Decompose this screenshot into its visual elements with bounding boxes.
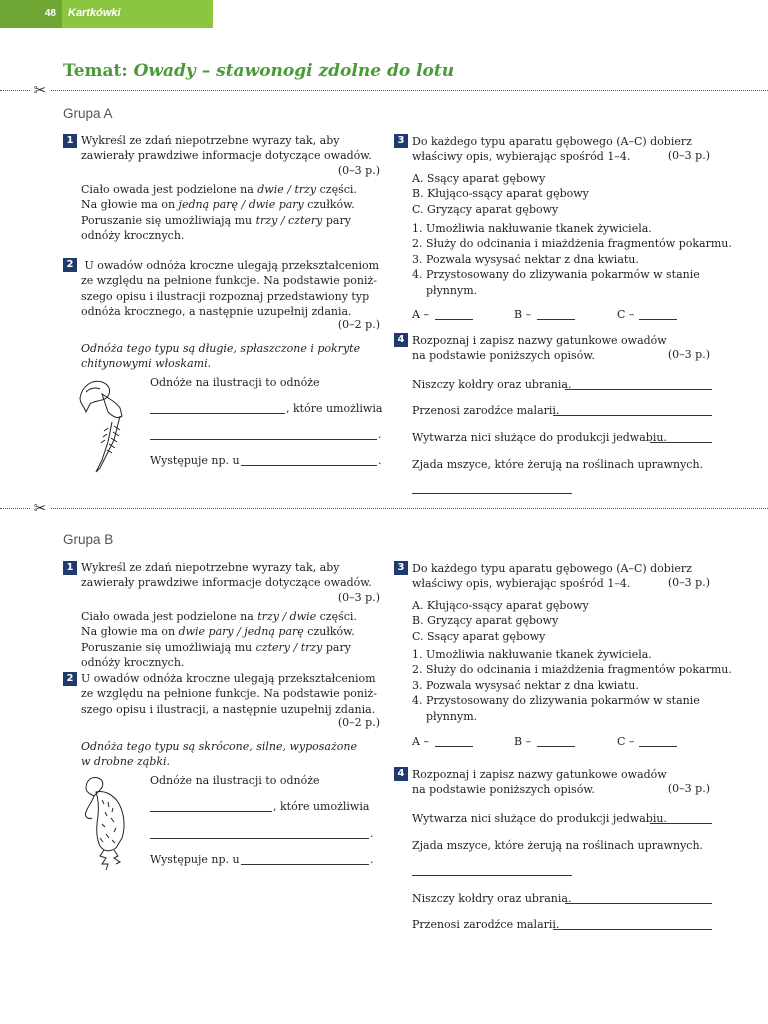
choice-phrase[interactable]: cztery / trzy bbox=[255, 640, 323, 654]
answer-line[interactable] bbox=[150, 838, 369, 839]
question-prompt: Wykreśl ze zdań niepotrzebne wyrazy tak, aby zawierały prawdziwe informacje dotyczące owadów. bbox=[81, 561, 372, 590]
points: (0–3 p.) bbox=[667, 149, 710, 162]
mouthpart-types: A. Ssący aparat gębowy B. Kłująco-ssący aparat gębowy C. Gryzący aparat gębowy bbox=[412, 172, 589, 216]
answer-line[interactable] bbox=[435, 319, 473, 320]
leg-illustration bbox=[78, 772, 138, 872]
answer-line[interactable] bbox=[241, 465, 377, 466]
answer-line[interactable] bbox=[639, 746, 677, 747]
leg-description: Odnóża tego typu są skrócone, silne, wyposażone w drobne ząbki. bbox=[81, 740, 358, 769]
question-number: 1 bbox=[63, 561, 77, 575]
question-number: 3 bbox=[394, 561, 408, 575]
answer-label-c: C – bbox=[617, 735, 635, 748]
question-prompt: Rozpoznaj i zapisz nazwy gatunkowe owadów na podstawie poniższych opisów. bbox=[412, 768, 667, 797]
question-prompt: Do każdego typu aparatu gębowego (A–C) dobierz właściwy opis, wybierając spośród 1–4. bbox=[412, 135, 692, 164]
answer-line[interactable] bbox=[412, 875, 572, 876]
fill-sentence: Odnóże na ilustracji to odnóże bbox=[150, 774, 320, 787]
topic-text: Owady – stawonogi zdolne do lotu bbox=[133, 61, 455, 81]
points: (0–3 p.) bbox=[667, 348, 710, 361]
fill-sentence: , które umożliwia bbox=[273, 800, 370, 813]
leg-description: Odnóża tego typu są długie, spłaszczone i pokryte chitynowymi włoskami. bbox=[81, 342, 361, 371]
choice-phrase[interactable]: dwie pary / jedną parę bbox=[178, 625, 304, 639]
question-sentences: Ciało owada jest podzielone na trzy / dwie części. Na głowie ma on dwie pary / jedną parę czułków. Poruszanie się umożliwiają mu cztery / trzy pary odnóży krocznych. bbox=[81, 610, 357, 670]
species-description: Zjada mszyce, które żerują na roślinach uprawnych. bbox=[412, 839, 704, 852]
species-description: Niszczy kołdry oraz ubrania. bbox=[412, 892, 572, 905]
question-prompt: Rozpoznaj i zapisz nazwy gatunkowe owadów na podstawie poniższych opisów. bbox=[412, 334, 667, 363]
answer-label-a: A – bbox=[412, 735, 429, 748]
topic-title bbox=[63, 61, 454, 81]
leg-illustration bbox=[78, 376, 133, 476]
question-prompt: Do każdego typu aparatu gębowego (A–C) dobierz właściwy opis, wybierając spośród 1–4. bbox=[412, 562, 692, 591]
fill-sentence-end: . bbox=[378, 454, 382, 467]
answer-line[interactable] bbox=[412, 493, 572, 494]
mouthpart-descriptions: 1. Umożliwia nakłuwanie tkanek żywiciela. 2. Służy do odcinania i miażdżenia fragmentów pokarmu. 3. Pozwala wysysać nektar z dna kwiatu. 4. Przystosowany do zlizywania pokarmów w stanie płynnym. bbox=[412, 222, 732, 297]
fill-sentence: Występuje np. u bbox=[150, 454, 240, 467]
answer-label-a: A – bbox=[412, 308, 429, 321]
question-number: 3 bbox=[394, 134, 408, 148]
question-prompt: U owadów odnóża kroczne ulegają przekształceniom ze względu na pełnione funkcje. Na podstawie poniż- szego opisu i ilustracji, a następnie uzupełnij zdania. bbox=[81, 672, 377, 716]
points: (0–3 p.) bbox=[667, 782, 710, 795]
fill-sentence: , które umożliwia bbox=[286, 402, 383, 415]
fill-sentence: Odnóże na ilustracji to odnóże bbox=[150, 376, 320, 389]
species-description: Niszczy kołdry oraz ubrania. bbox=[412, 378, 572, 391]
page-number: 48 bbox=[0, 0, 62, 28]
choice-phrase[interactable]: trzy / dwie bbox=[257, 610, 317, 623]
answer-label-b: B – bbox=[514, 308, 532, 321]
answer-line[interactable] bbox=[537, 746, 575, 747]
points: (0–2 p.) bbox=[337, 716, 380, 729]
question-number: 2 bbox=[63, 258, 77, 272]
question-sentences: Ciało owada jest podzielone na dwie / trzy części. Na głowie ma on jedną parę / dwie pary czułków. Poruszanie się umożliwiają mu trzy / cztery pary odnóży krocznych. bbox=[81, 183, 357, 243]
species-description: Przenosi zarodźce malarii. bbox=[412, 918, 560, 931]
group-a-label: Grupa A bbox=[63, 106, 113, 121]
species-description: Wytwarza nici służące do produkcji jedwabiu. bbox=[412, 812, 667, 825]
answer-line[interactable] bbox=[241, 864, 369, 865]
answer-line[interactable] bbox=[150, 439, 377, 440]
topic-prefix: Temat: bbox=[63, 61, 128, 81]
fill-sentence: Występuje np. u bbox=[150, 853, 240, 866]
species-description: Przenosi zarodźce malarii. bbox=[412, 404, 560, 417]
cut-line-middle bbox=[0, 508, 768, 509]
answer-line[interactable] bbox=[639, 319, 677, 320]
points: (0–3 p.) bbox=[337, 164, 380, 177]
choice-phrase[interactable]: dwie / trzy bbox=[257, 183, 317, 196]
section-title: Kartkówki bbox=[68, 7, 121, 19]
fill-sentence-end: . bbox=[370, 853, 374, 866]
answer-line[interactable] bbox=[565, 389, 712, 390]
page-header bbox=[0, 0, 213, 28]
answer-label-b: B – bbox=[514, 735, 532, 748]
species-description: Wytwarza nici służące do produkcji jedwabiu. bbox=[412, 431, 667, 444]
points: (0–3 p.) bbox=[337, 591, 380, 604]
points: (0–3 p.) bbox=[667, 576, 710, 589]
answer-line[interactable] bbox=[650, 823, 712, 824]
answer-label-c: C – bbox=[617, 308, 635, 321]
answer-line[interactable] bbox=[565, 903, 712, 904]
answer-line[interactable] bbox=[553, 929, 712, 930]
fill-sentence-end: . bbox=[378, 428, 382, 441]
scissors-icon: ✂ bbox=[30, 83, 50, 97]
choice-phrase[interactable]: jedną parę / dwie pary bbox=[178, 198, 304, 212]
question-prompt: U owadów odnóża kroczne ulegają przekształceniom ze względu na pełnione funkcje. Na podstawie poniż- szego opisu i ilustracji rozpoznaj przedstawiony typ odnóża krocznego, a następnie uzupełnij zdania. bbox=[81, 259, 380, 319]
choice-phrase[interactable]: trzy / cztery bbox=[255, 213, 323, 227]
cut-line-top bbox=[0, 90, 768, 91]
question-number: 1 bbox=[63, 134, 77, 148]
answer-line[interactable] bbox=[537, 319, 575, 320]
answer-line[interactable] bbox=[435, 746, 473, 747]
answer-line[interactable] bbox=[150, 811, 272, 812]
answer-line[interactable] bbox=[553, 415, 712, 416]
points: (0–2 p.) bbox=[337, 318, 380, 331]
species-description: Zjada mszyce, które żerują na roślinach uprawnych. bbox=[412, 458, 704, 471]
fill-sentence-end: . bbox=[370, 827, 374, 840]
answer-line[interactable] bbox=[150, 413, 285, 414]
mouthpart-descriptions: 1. Umożliwia nakłuwanie tkanek żywiciela. 2. Służy do odcinania i miażdżenia fragmentów pokarmu. 3. Pozwala wysysać nektar z dna kwiatu. 4. Przystosowany do zlizywania pokarmów w stanie płynnym. bbox=[412, 648, 732, 723]
question-number: 4 bbox=[394, 333, 408, 347]
scissors-icon: ✂ bbox=[30, 501, 50, 515]
question-prompt: Wykreśl ze zdań niepotrzebne wyrazy tak, aby zawierały prawdziwe informacje dotyczące owadów. bbox=[81, 134, 372, 163]
question-number: 4 bbox=[394, 767, 408, 781]
question-number: 2 bbox=[63, 672, 77, 686]
group-b-label: Grupa B bbox=[63, 532, 114, 547]
answer-line[interactable] bbox=[650, 442, 712, 443]
mouthpart-types: A. Kłująco-ssący aparat gębowy B. Gryzący aparat gębowy C. Ssący aparat gębowy bbox=[412, 599, 589, 643]
